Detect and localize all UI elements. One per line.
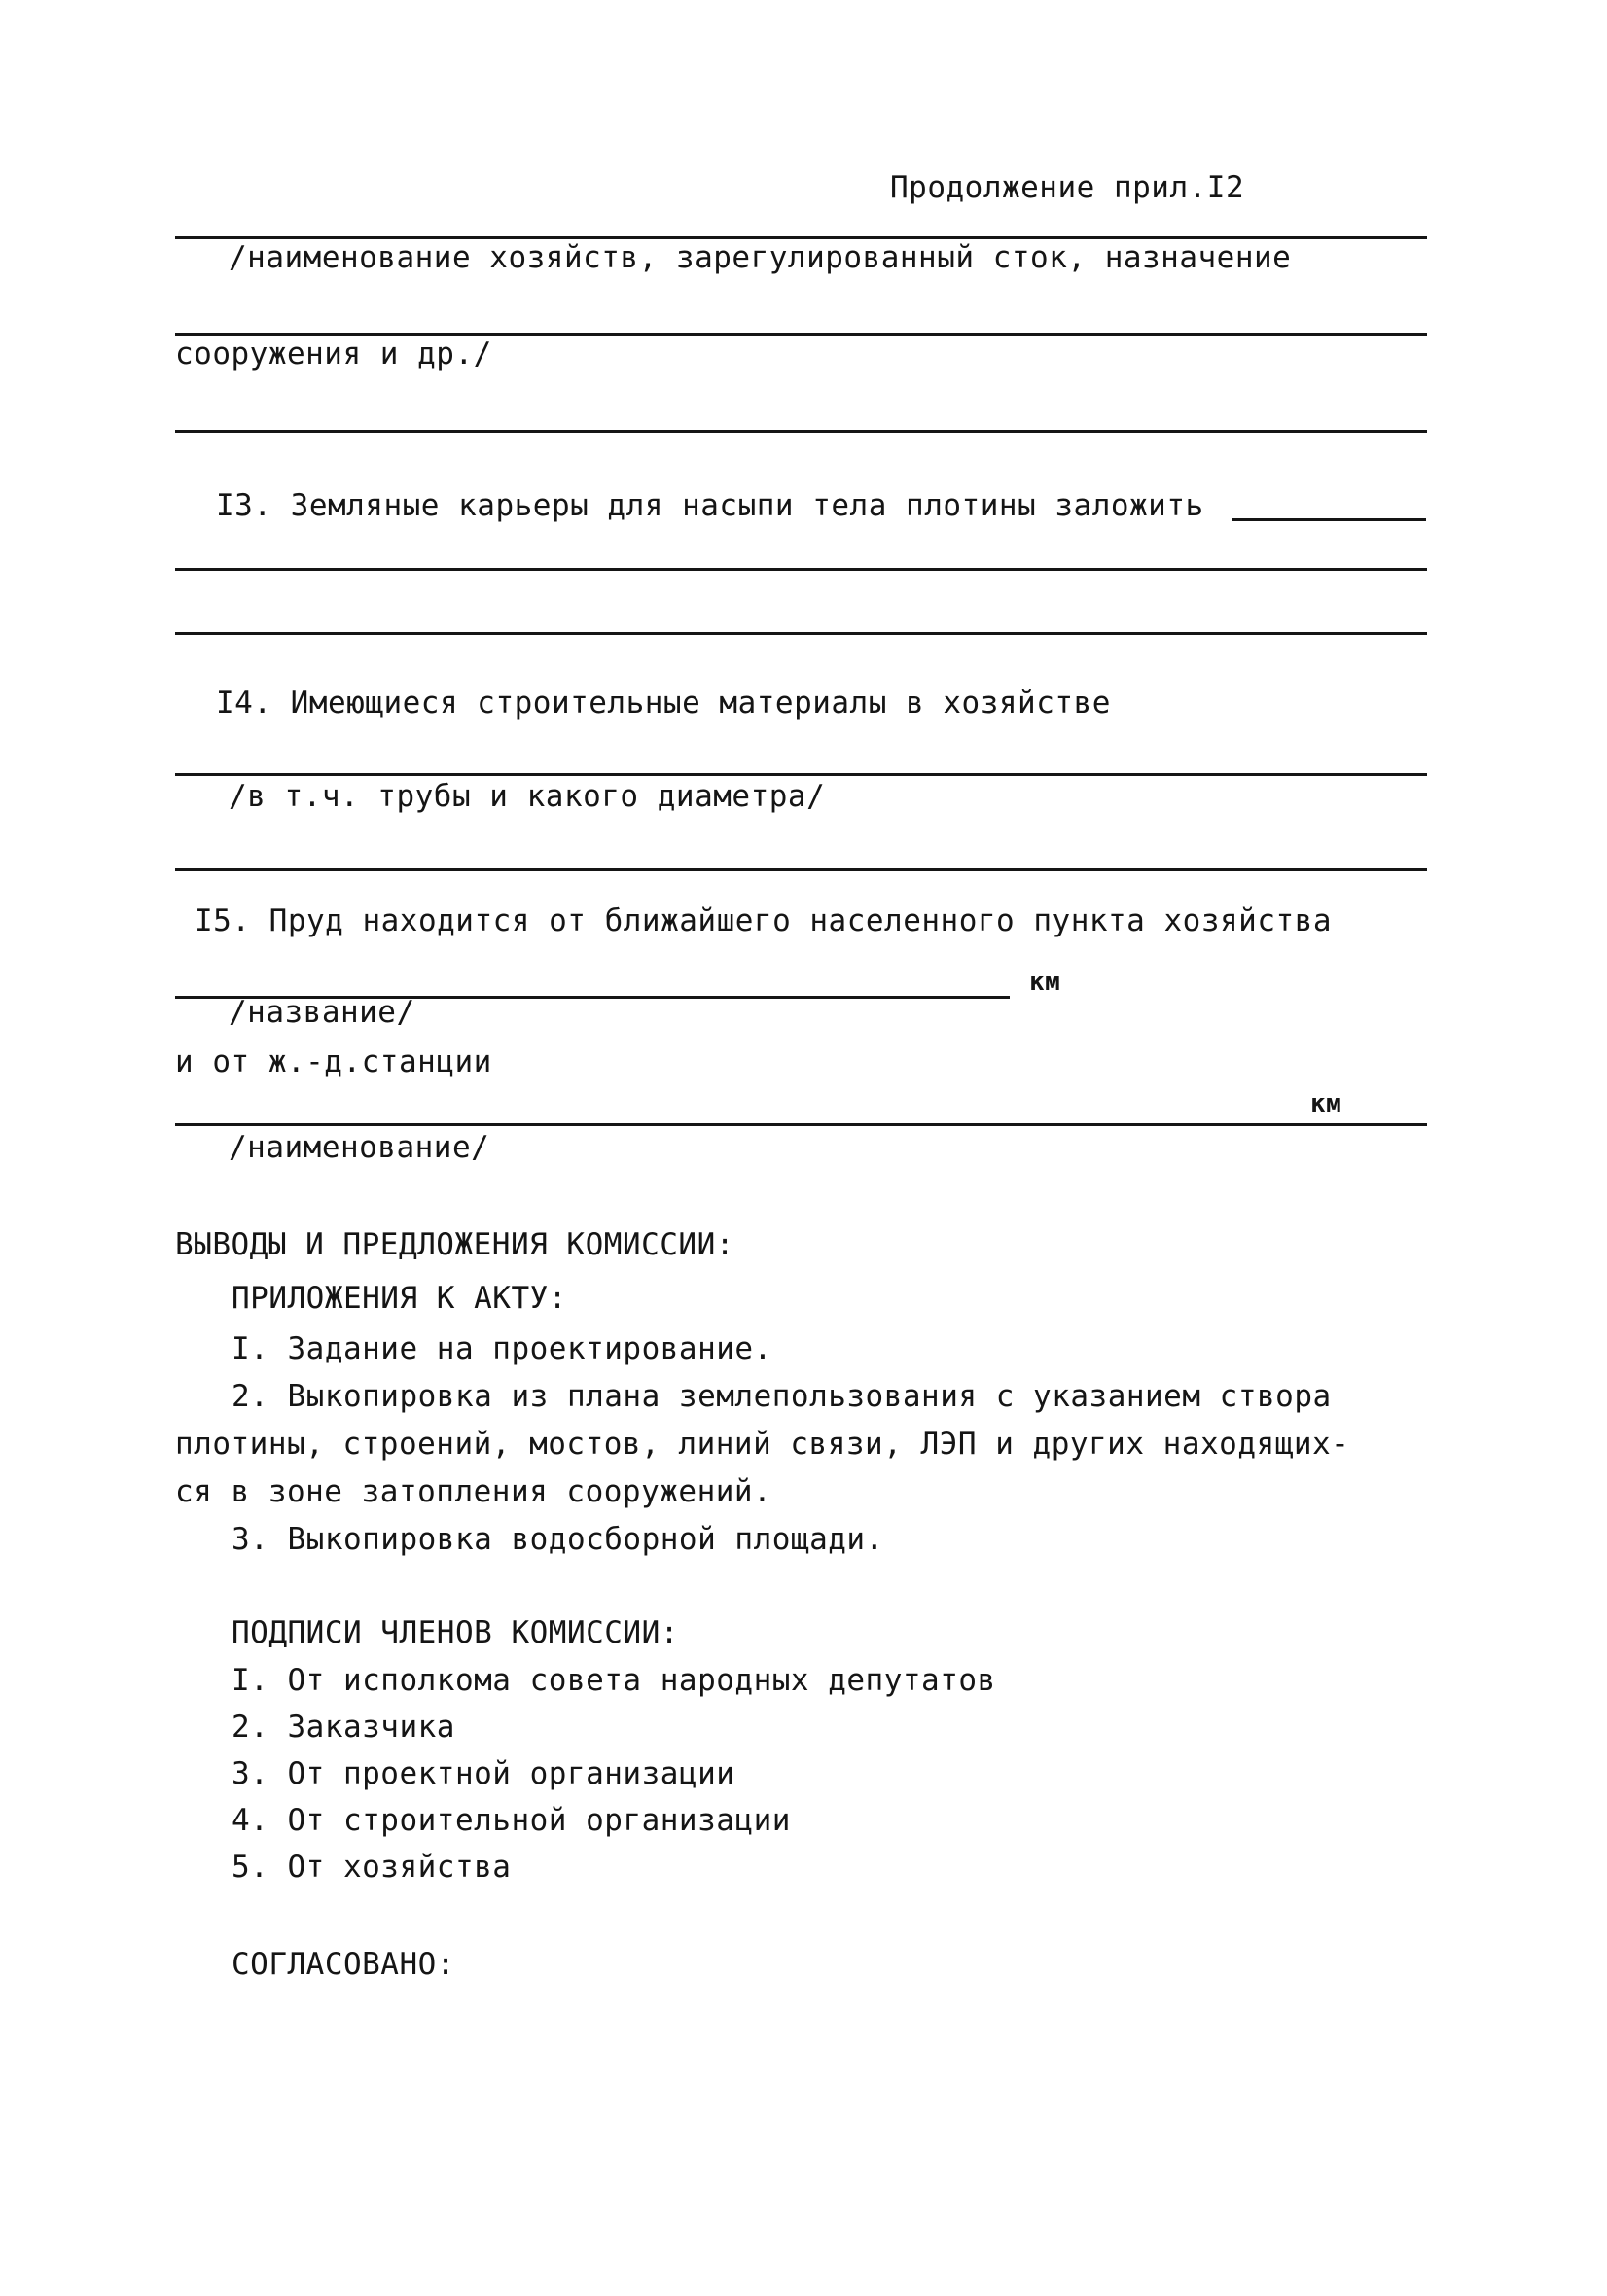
attachment-item-2: 2. Выкопировка из плана землепользования с указанием створа bbox=[232, 1379, 1332, 1414]
attachment-item-1: I. Задание на проектирование. bbox=[232, 1331, 772, 1366]
continuation-header: Продолжение прил.I2 bbox=[890, 170, 1245, 205]
rule-item14-bottom bbox=[175, 868, 1427, 871]
item14-caption: /в т.ч. трубы и какого диаметра/ bbox=[229, 779, 826, 814]
item15-station-text: и от ж.-д.станции bbox=[175, 1044, 492, 1079]
item15-caption-name: /название/ bbox=[229, 995, 415, 1030]
signatures-heading: ПОДПИСИ ЧЛЕНОВ КОМИССИИ: bbox=[232, 1615, 679, 1650]
rule-item12-mid bbox=[175, 333, 1427, 336]
rule-item14-top bbox=[175, 773, 1427, 776]
signature-item-3: 3. От проектной организации bbox=[232, 1756, 735, 1791]
attachment-item-2-cont2: ся в зоне затопления сооружений. bbox=[175, 1474, 772, 1509]
attachment-item-3: 3. Выкопировка водосборной площади. bbox=[232, 1522, 884, 1557]
item12-caption-line2: сооружения и др./ bbox=[175, 336, 492, 371]
signature-item-2: 2. Заказчика bbox=[232, 1710, 455, 1745]
signature-item-5: 5. От хозяйства bbox=[232, 1850, 512, 1885]
signature-item-1: I. От исполкома совета народных депутатов bbox=[232, 1663, 996, 1698]
rule-item13-2 bbox=[175, 632, 1427, 635]
item13-fill-line bbox=[1232, 518, 1426, 521]
item14-text: I4. Имеющиеся строительные материалы в хозяйстве bbox=[216, 686, 1111, 721]
attachments-heading: ПРИЛОЖЕНИЯ К АКТУ: bbox=[232, 1281, 567, 1316]
conclusions-heading: ВЫВОДЫ И ПРЕДЛОЖЕНИЯ КОМИССИИ: bbox=[175, 1227, 734, 1262]
item15-station-line bbox=[175, 1123, 1427, 1126]
agreed-label: СОГЛАСОВАНО: bbox=[232, 1947, 455, 1982]
item15-caption-designation: /наименование/ bbox=[229, 1130, 490, 1165]
item13-text: I3. Земляные карьеры для насыпи тела плотины заложить bbox=[216, 488, 1204, 523]
signature-item-4: 4. От строительной организации bbox=[232, 1803, 791, 1838]
item15-unit-km2: км bbox=[1310, 1089, 1342, 1118]
rule-item12-top bbox=[175, 236, 1427, 239]
item15-text: I5. Пруд находится от ближайшего населенного пункта хозяйства bbox=[195, 903, 1332, 938]
item15-unit-km1: км bbox=[1029, 968, 1061, 997]
attachment-item-2-cont: плотины, строений, мостов, линий связи, ЛЭП и других находящих- bbox=[175, 1427, 1350, 1462]
item12-caption-line1: /наименование хозяйств, зарегулированный сток, назначение bbox=[229, 240, 1292, 275]
rule-item13-1 bbox=[175, 568, 1427, 571]
rule-item12-bottom bbox=[175, 430, 1427, 433]
